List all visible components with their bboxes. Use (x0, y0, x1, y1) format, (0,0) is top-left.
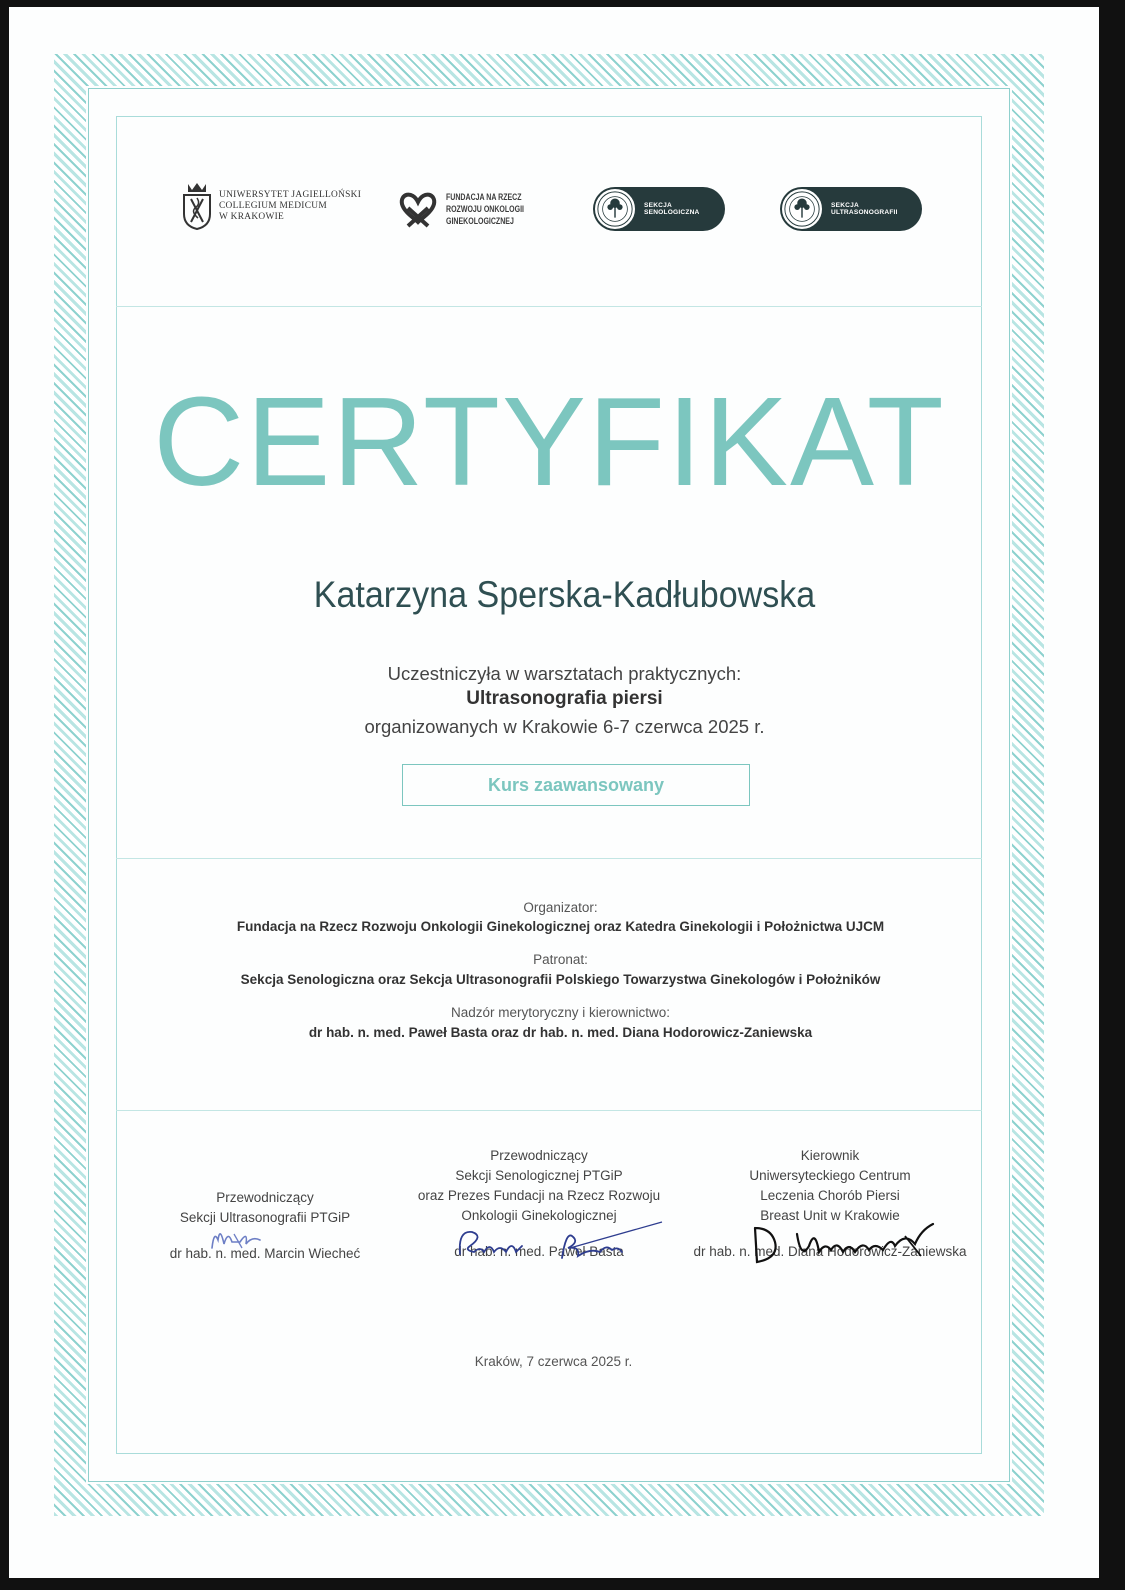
participation-text: Uczestniczyła w warsztatach praktycznych: (387, 663, 742, 684)
certificate-title: CERTYFIKAT (153, 371, 946, 512)
patronage-text: Sekcja Senologiczna oraz Sekcja Ultrasonografii Polskiego Towarzystwa Ginekologów i Położników (240, 972, 881, 987)
signature-role-line: Breast Unit w Krakowie (760, 1208, 900, 1223)
signature-role-line: Onkologii Ginekologicznej (461, 1208, 617, 1223)
supervision-label: Nadzór merytoryczny i kierownictwo: (450, 1005, 671, 1020)
logo-fundacja (398, 188, 546, 230)
signatory-name: dr hab. n. med. Diana Hodorowicz-Zaniewska (693, 1244, 967, 1259)
logo-uj-line: W KRAKOWIE (219, 211, 285, 222)
signature-role-line: Sekcji Senologicznej PTGiP (455, 1168, 623, 1183)
logo-sekcja-ultrasonografii (780, 187, 922, 231)
signatory-name: dr hab. n. med. Paweł Basta (454, 1244, 624, 1259)
logo-uj-line: COLLEGIUM MEDICUM (219, 200, 327, 211)
signatory-name: dr hab. n. med. Marcin Wiecheć (169, 1246, 361, 1261)
logo-senologia-line: SENOLOGICZNA (644, 209, 700, 216)
body-divider (116, 858, 982, 859)
details-divider (116, 1110, 982, 1111)
heart-knot-icon (398, 188, 438, 230)
recipient-name: Katarzyna Sperska-Kadłubowska (313, 574, 816, 615)
tree-seal-icon (594, 188, 636, 230)
organizer-text: Fundacja na Rzecz Rozwoju Onkologii Ginekologicznej oraz Katedra Ginekologii i Położnictwa UJCM (236, 919, 885, 934)
course-level-badge: Kurs zaawansowany (402, 764, 750, 806)
handwritten-signature-hodorowicz (745, 1216, 950, 1276)
logo-fundacja-line: FUNDACJA NA RZECZ (446, 192, 522, 202)
place-and-date: Kraków, 7 czerwca 2025 r. (474, 1354, 633, 1369)
logo-sekcja-senologiczna (593, 187, 725, 231)
signature-role-line: Kierownik (800, 1148, 860, 1163)
signature-role-line: oraz Prezes Fundacji na Rzecz Rozwoju (417, 1188, 661, 1203)
logo-uj-cm (182, 182, 361, 230)
signature-role-line: Przewodniczący (216, 1190, 314, 1205)
signature-role-line: Leczenia Chorób Piersi (760, 1188, 900, 1203)
logo-usg-line: ULTRASONOGRAFII (831, 209, 898, 216)
logo-fundacja-line: ROZWOJU ONKOLOGII (446, 204, 524, 214)
header-divider (116, 306, 982, 307)
handwritten-signature-basta (450, 1218, 670, 1268)
course-name: Ultrasonografia piersi (466, 688, 663, 709)
patronage-label: Patronat: (533, 952, 588, 967)
logo-uj-line: UNIWERSYTET JAGIELLOŃSKI (219, 189, 362, 200)
signature-role-line: Sekcji Ultrasonografii PTGiP (179, 1210, 351, 1225)
tree-seal-icon (781, 188, 823, 230)
handwritten-signature-wiechec (206, 1222, 266, 1254)
logo-usg-line: SEKCJA (831, 201, 859, 209)
logo-fundacja-line: GINEKOLOGICZNEJ (446, 216, 514, 226)
supervision-text: dr hab. n. med. Paweł Basta oraz dr hab. n. med. Diana Hodorowicz-Zaniewska (308, 1025, 813, 1040)
course-date-place: organizowanych w Krakowie 6-7 czerwca 2025 r. (364, 716, 765, 737)
university-crest-icon (182, 182, 212, 230)
signature-role-line: Uniwersyteckiego Centrum (749, 1168, 911, 1183)
signature-role-line: Przewodniczący (490, 1148, 588, 1163)
logo-senologia-line: SEKCJA (644, 201, 672, 209)
organizer-label: Organizator: (523, 900, 598, 915)
